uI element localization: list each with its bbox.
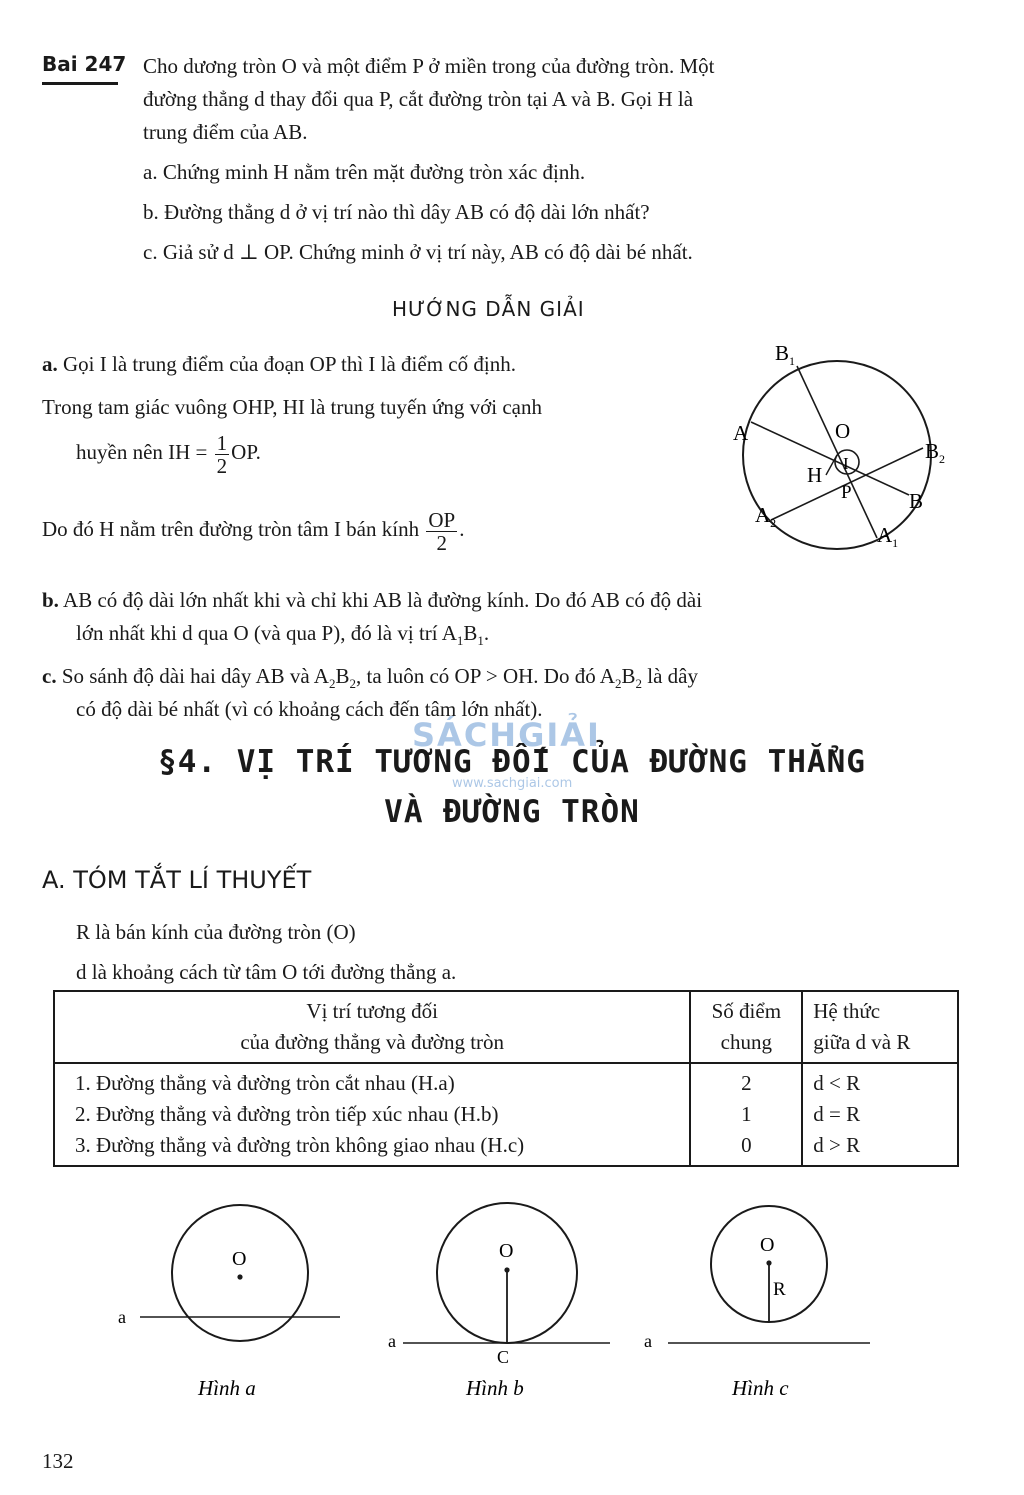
header-relation: Hệ thức giữa d và R <box>802 991 958 1063</box>
figure-b-point-label: C <box>497 1347 510 1367</box>
label-b: B <box>909 489 924 513</box>
fraction-one-half <box>215 432 230 477</box>
table-body-row <box>54 1063 958 1166</box>
label-i: I <box>843 454 849 473</box>
relation-table <box>53 990 959 1167</box>
figure-b-caption: Hình b <box>466 1376 524 1400</box>
figure-a-line-label: a <box>118 1307 126 1327</box>
solution-b-line-1 <box>42 584 702 617</box>
cell-points: 2 1 0 <box>690 1063 802 1166</box>
solution-heading: HƯỚNG DẪN GIẢI <box>392 297 585 321</box>
section-title-line-1: §4. VỊ TRÍ TƯƠNG ĐỐI CỦA ĐƯỜNG THẲNG <box>158 744 866 780</box>
problem-part-a: a. Chứng minh H nằm trên mặt đường tròn xác định. <box>143 160 586 184</box>
fraction-numerator: 1 <box>216 430 228 455</box>
section-title-line-2: VÀ ĐƯỜNG TRÒN <box>384 794 640 830</box>
figure-c-line-label: a <box>644 1331 652 1351</box>
watermark-url: www.sachgiai.com <box>452 776 573 791</box>
header-position: Vị trí tương đối của đường thẳng và đường tròn <box>54 991 690 1063</box>
problem-number: Bai 247 <box>42 52 127 76</box>
position-figures <box>100 1195 920 1410</box>
solution-a-line-3-post: OP. <box>231 440 261 464</box>
theory-line-1: R là bán kính của đường tròn (O) <box>76 920 356 944</box>
fraction-op-over-2 <box>426 509 457 554</box>
figure-c-caption: Hình c <box>732 1376 789 1400</box>
solution-b-line-2: lớn nhất khi d qua O (và qua P), đó là vị trí $A_1B_1$. <box>76 621 490 649</box>
figure-c-center-label: O <box>760 1234 775 1256</box>
figure-a-caption: Hình a <box>198 1376 256 1400</box>
solution-c-line-2: có độ dài bé nhất (vì có khoảng cách đến tâm lớn nhất). <box>76 697 543 721</box>
problem-number-underline <box>42 82 118 85</box>
label-p: P <box>841 482 852 503</box>
label-a1: $A_1$ <box>877 523 899 550</box>
label-a: A <box>733 421 749 445</box>
chord-a1b1 <box>797 366 877 538</box>
solution-a-line-3-pre: huyền nên IH = <box>76 440 208 464</box>
cell-positions: 1. Đường thẳng và đường tròn cắt nhau (H.a) 2. Đường thẳng và đường tròn tiếp xúc nhau (H.b) 3. Đường thẳng và đường tròn không giao nhau (H.c) <box>54 1063 690 1166</box>
fraction-denominator: 2 <box>436 530 448 555</box>
problem-part-c: c. Giả sử d ⊥ OP. Chứng minh ở vị trí này, AB có độ dài bé nhất. <box>143 240 693 264</box>
label-b2: $B_2$ <box>925 439 946 466</box>
solution-b-text-1: AB có độ dài lớn nhất khi và chỉ khi AB là đường kính. Do đó AB có độ dài <box>63 588 703 612</box>
figure-a-center-label: O <box>232 1248 247 1270</box>
figure-b-tangent <box>388 1203 610 1400</box>
header-common-points: Số điểm chung <box>690 991 802 1063</box>
solution-c-label: c. <box>42 664 57 688</box>
figure-b-line-label: a <box>388 1331 396 1351</box>
solution-a-line-1 <box>42 348 516 381</box>
label-o: O <box>835 419 851 443</box>
figure-a-center-dot <box>237 1274 242 1279</box>
label-b1: $B_1$ <box>775 341 796 368</box>
problem-statement-line-2: đường thẳng d thay đổi qua P, cắt đường tròn tại A và B. Gọi H là <box>143 87 694 111</box>
solution-a-line-4-pre: Do đó H nằm trên đường tròn tâm I bán kính <box>42 517 420 541</box>
chord-ab <box>751 422 909 495</box>
figure-c-radius-label: R <box>773 1279 786 1300</box>
solution-a-line-4 <box>42 502 464 556</box>
cell-relations: d < R d = R d > R <box>802 1063 958 1166</box>
solution-c-line-1: c. So sánh độ dài hai dây AB và $A_2B_2$, ta luôn có OP > OH. Do đó $A_2B_2$ là dây <box>42 664 698 692</box>
label-h: H <box>807 463 823 487</box>
figure-a-circle <box>172 1205 308 1341</box>
figure-b-center-label: O <box>499 1240 514 1262</box>
solution-a-line-2: Trong tam giác vuông OHP, HI là trung tuyến ứng với cạnh <box>42 395 542 419</box>
solution-a-text-1: Gọi I là trung điểm của đoạn OP thì I là điểm cố định. <box>63 352 516 376</box>
solution-a-label: a. <box>42 352 58 376</box>
watermark-brand: SÁCHGIẢI <box>412 716 601 754</box>
solution-a-line-4-post: . <box>459 517 465 541</box>
figure-a-secant <box>118 1205 340 1400</box>
solution-a-line-3 <box>76 428 261 477</box>
chords-circle-figure <box>725 330 965 560</box>
problem-statement-line-3: trung điểm của AB. <box>143 120 308 144</box>
solution-b-label: b. <box>42 588 59 612</box>
fraction-numerator: OP <box>428 507 456 532</box>
table-header-row <box>54 991 958 1063</box>
page-number: 132 <box>42 1449 74 1473</box>
problem-part-b: b. Đường thẳng d ở vị trí nào thì dây AB có độ dài lớn nhất? <box>143 200 650 224</box>
figure-c-disjoint <box>644 1206 870 1400</box>
fraction-denominator: 2 <box>216 453 228 478</box>
problem-statement-line-1: Cho dương tròn O và một điểm P ở miền trong của đường tròn. Một <box>143 54 715 78</box>
theory-heading: A. TÓM TẮT LÍ THUYẾT <box>42 866 312 894</box>
theory-line-2: d là khoảng cách từ tâm O tới đường thẳng a. <box>76 960 457 984</box>
label-a2: $A_2$ <box>755 503 777 530</box>
